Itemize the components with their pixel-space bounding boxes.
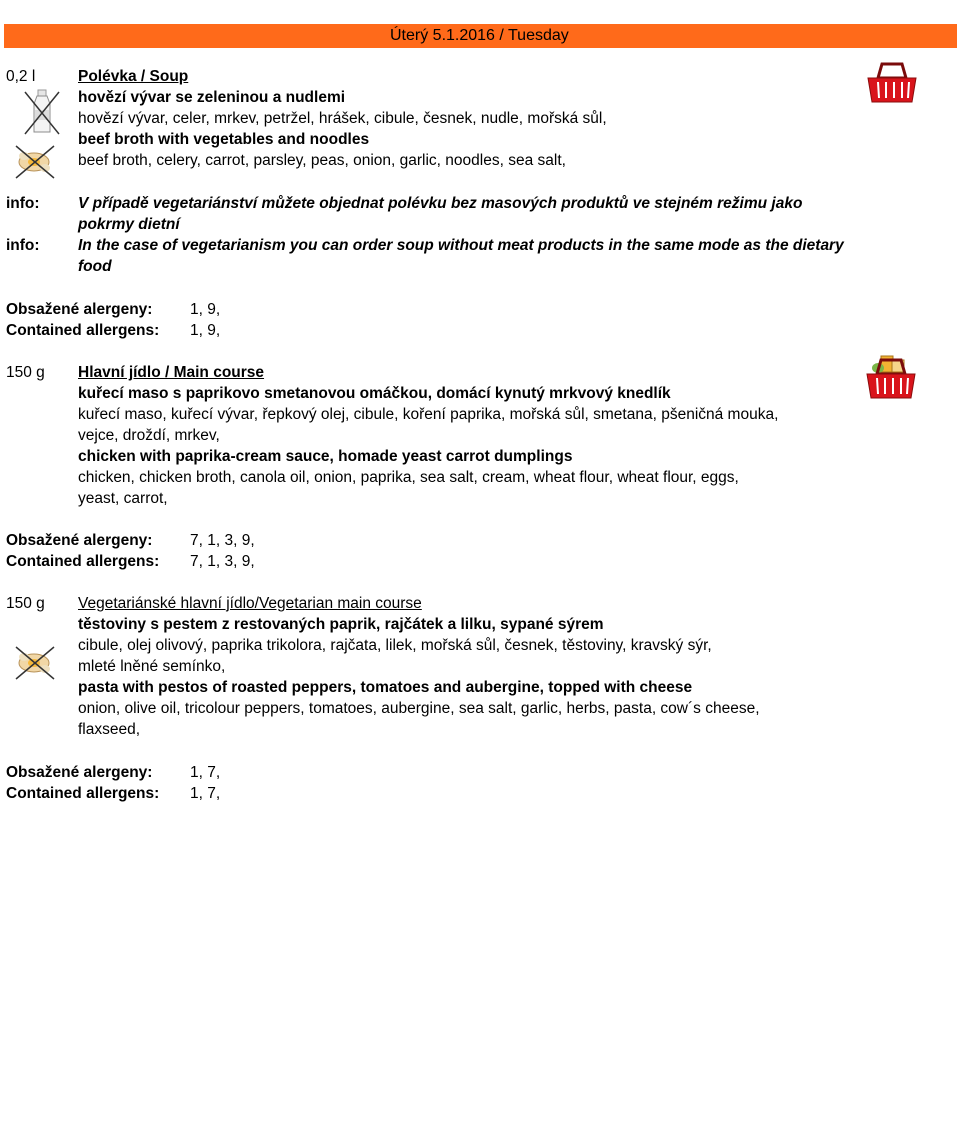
empty-shopping-basket-icon xyxy=(866,58,918,104)
veg-allergens-en-label: Contained allergens: xyxy=(6,785,160,802)
soup-name-en: beef broth with vegetables and noodles xyxy=(78,131,370,148)
info-text-en-line1: In the case of vegetarianism you can order soup without meat products in the same mode as the dietary xyxy=(78,237,844,254)
veg-heading: Vegetariánské hlavní jídlo/Vegetarian main course xyxy=(78,595,422,612)
main-allergens-cz-value: 7, 1, 3, 9, xyxy=(190,532,255,549)
crossed-milk-bottle-icon xyxy=(22,88,62,136)
soup-ingredients-cz: hovězí vývar, celer, mrkev, petržel, hrášek, cibule, česnek, nudle, mořská sůl, xyxy=(78,110,607,127)
veg-allergens-cz-value: 1, 7, xyxy=(190,764,221,781)
main-heading: Hlavní jídlo / Main course xyxy=(78,364,265,381)
soup-allergens-cz-label: Obsažené alergeny: xyxy=(6,301,153,318)
soup-allergens-en-value: 1, 9, xyxy=(190,322,221,339)
soup-allergens-cz-value: 1, 9, xyxy=(190,301,221,318)
veg-allergens-cz-label: Obsažené alergeny: xyxy=(6,764,153,781)
soup-portion: 0,2 l xyxy=(6,68,36,85)
veg-ingredients-cz-line1: cibule, olej olivový, paprika trikolora, rajčata, lilek, mořská sůl, česnek, těstoviny, kravský sýr, xyxy=(78,637,712,654)
main-allergens-en-label: Contained allergens: xyxy=(6,553,160,570)
date-header: Úterý 5.1.2016 / Tuesday xyxy=(390,27,569,44)
main-ingredients-cz-line1: kuřecí maso, kuřecí vývar, řepkový olej, cibule, koření paprika, mořská sůl, smetana, pšeničná mouka, xyxy=(78,406,779,423)
main-name-en: chicken with paprika-cream sauce, homade yeast carrot dumplings xyxy=(78,448,573,465)
info-label-en: info: xyxy=(6,237,40,254)
main-ingredients-en-line1: chicken, chicken broth, canola oil, onion, paprika, sea salt, cream, wheat flour, wheat flour, eggs, xyxy=(78,469,739,486)
main-allergens-cz-label: Obsažené alergeny: xyxy=(6,532,153,549)
soup-allergens-en-label: Contained allergens: xyxy=(6,322,160,339)
info-text-cz-line1: V případě vegetariánství můžete objednat polévku bez masových produktů ve stejném režimu jako xyxy=(78,195,803,212)
veg-name-en: pasta with pestos of roasted peppers, tomatoes and aubergine, topped with cheese xyxy=(78,679,693,696)
crossed-egg-icon xyxy=(12,643,58,683)
veg-ingredients-en-line2: flaxseed, xyxy=(78,721,141,738)
veg-ingredients-cz-line2: mleté lněné semínko, xyxy=(78,658,226,675)
date-header-bar xyxy=(4,24,957,48)
soup-ingredients-en: beef broth, celery, carrot, parsley, peas, onion, garlic, noodles, sea salt, xyxy=(78,152,566,169)
full-shopping-basket-icon xyxy=(864,350,918,400)
info-label-cz: info: xyxy=(6,195,40,212)
main-name-cz: kuřecí maso s paprikovo smetanovou omáčkou, domácí kynutý mrkvový knedlík xyxy=(78,385,671,402)
crossed-egg-icon xyxy=(12,142,58,182)
info-text-cz-line2: pokrmy dietní xyxy=(78,216,180,233)
veg-portion: 150 g xyxy=(6,595,45,612)
main-ingredients-en-line2: yeast, carrot, xyxy=(78,490,168,507)
veg-name-cz: těstoviny s pestem z restovaných paprik, rajčátek a lilku, sypané sýrem xyxy=(78,616,604,633)
main-portion: 150 g xyxy=(6,364,45,381)
main-allergens-en-value: 7, 1, 3, 9, xyxy=(190,553,255,570)
main-ingredients-cz-line2: vejce, droždí, mrkev, xyxy=(78,427,220,444)
veg-ingredients-en-line1: onion, olive oil, tricolour peppers, tomatoes, aubergine, sea salt, garlic, herbs, pasta, cow´s cheese, xyxy=(78,700,760,717)
info-text-en-line2: food xyxy=(78,258,112,275)
veg-allergens-en-value: 1, 7, xyxy=(190,785,221,802)
soup-heading: Polévka / Soup xyxy=(78,68,189,85)
soup-name-cz: hovězí vývar se zeleninou a nudlemi xyxy=(78,89,346,106)
